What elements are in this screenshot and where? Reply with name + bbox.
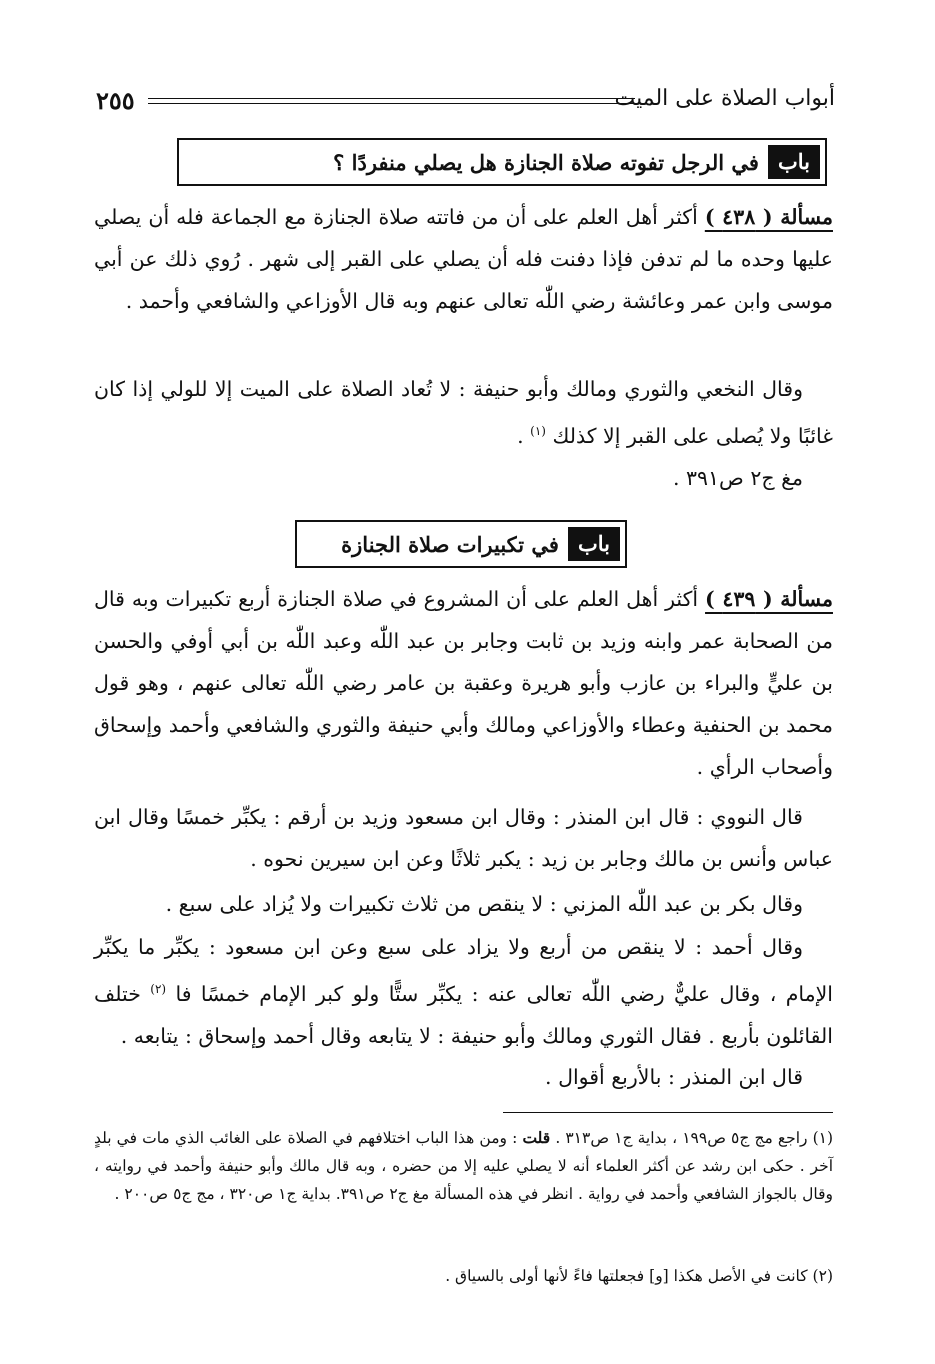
paragraph-text: قال النووي : قال ابن المنذر : وقال ابن مسعود وزيد بن أرقم : يكبِّر خمسًا وقال ابن عباس وأنس بن مالك وجابر بن زيد : يكبر ثلاثًا وعن ابن سيرين نحوه .	[94, 805, 833, 871]
paragraph-text: قال ابن المنذر : بالأربع أقوال .	[545, 1065, 803, 1089]
paragraph-text: وقال أحمد : لا ينقص من أربع ولا يزاد على سبع وعن ابن مسعود : يكبِّر ما يكبِّر الإمام ، وقال عليٌّ رضي اللّٰه تعالى عنه : يكبِّر ستًّا ولو كبر الإمام خمسًا فا	[94, 935, 833, 1006]
issue-439-paragraph	[94, 578, 833, 788]
issue-label: مسألة ( ٤٣٨ )	[704, 205, 833, 229]
paragraph	[94, 368, 833, 457]
bab-label: باب	[768, 145, 820, 179]
footnote-ref-2: (٢)	[150, 982, 167, 996]
footnote-1	[94, 1124, 833, 1208]
chapter-heading-2	[295, 520, 627, 568]
paragraph-text: وقال بكر بن عبد اللّٰه المزني : لا ينقص من ثلاث تكبيرات ولا يُزاد على سبع .	[165, 892, 803, 916]
bab-label: باب	[568, 527, 620, 561]
paragraph-text: وقال النخعي والثوري ومالك وأبو حنيفة : لا تُعاد الصلاة على الميت إلا للولي إذا كان غائبًا ولا يُصلى على القبر إلا كذلك	[94, 377, 833, 448]
issue-text: أكثر أهل العلم على أن المشروع في صلاة الجنازة أربع تكبيرات وبه قال من الصحابة عمر وابنه وزيد بن ثابت وجابر بن عبد اللّٰه وعبد اللّٰه بن أبي أوفي والحسن بن عليٍّ والبراء بن عازب وأبو هريرة وعقبة بن عامر رضي اللّٰه تعالى عنهم ، وهو قول محمد بن الحنفية وعطاء والأوزاعي ومالك وأبي حنيفة والثوري والشافعي وأحمد وإسحاق وأصحاب الرأي .	[94, 587, 833, 779]
issue-438-paragraph	[94, 196, 833, 322]
footnote-emphasis: قلت	[522, 1128, 551, 1147]
footnote-text: (٢) كانت في الأصل هكذا [و] فجعلتها فاءً لأنها أولى بالسياق .	[445, 1267, 833, 1285]
chapter-title: في تكبيرات صلاة الجنازة	[341, 531, 559, 557]
paragraph-text: مغ ج٢ ص٣٩١ .	[672, 466, 803, 490]
paragraph-reference	[94, 457, 833, 499]
chapter-title: في الرجل تفوته صلاة الجنازة هل يصلي منفردًا ؟	[333, 149, 759, 175]
running-title: أبواب الصلاة على الميت	[614, 86, 835, 111]
running-header	[96, 86, 835, 120]
footnote-text-continued: : ومن هذا الباب اختلافهم في الصلاة على الغائب الذي مات في بلدٍ آخر . حكى ابن رشد عن أكثر العلماء أنه لا يصلي عليه إلا من حضره ، وبه قال مالك وأبو حنيفة وأحمد في روايته ، وقال بالجواز الشافعي وأحمد في رواية . انظر في هذه المسألة مغ ج٢ ص٣٩١. بداية ج١ ص٣٢٠ ، مج ج٥ ص٢٠٠ .	[94, 1129, 833, 1203]
paragraph	[94, 883, 833, 925]
footnote-ref-1: (١)	[530, 424, 546, 438]
paragraph	[94, 926, 833, 1057]
chapter-heading-1	[177, 138, 827, 186]
issue-label: مسألة ( ٤٣٩ )	[705, 587, 833, 611]
paragraph	[94, 1056, 833, 1098]
issue-text: أكثر أهل العلم على أن من فاتته صلاة الجنازة مع الجماعة فله أن يصلي عليها وحده ما لم تدفن فإذا دفنت فله أن يصلي على القبر إلى شهر . رُوي ذلك عن أبي موسى وابن عمر وعائشة رضي اللّٰه تعالى عنهم وبه قال الأوزاعي والشافعي وأحمد .	[94, 205, 833, 313]
page-number: ٢٥٥	[96, 86, 135, 115]
footnote-separator	[503, 1112, 833, 1113]
footnote-text: (١) راجع مج ج٥ ص١٩٩ ، بداية ج١ ص٣١٣ .	[555, 1129, 834, 1147]
paragraph-end: .	[517, 423, 531, 448]
footnote-2	[94, 1262, 833, 1290]
paragraph	[94, 796, 833, 880]
paragraph-text-continued: ختلف القائلون بأربع . فقال الثوري ومالك وأبو حنيفة : لا يتابعه وقال أحمد وإسحاق : يتابعه .	[94, 981, 833, 1048]
header-double-rule	[148, 98, 635, 104]
